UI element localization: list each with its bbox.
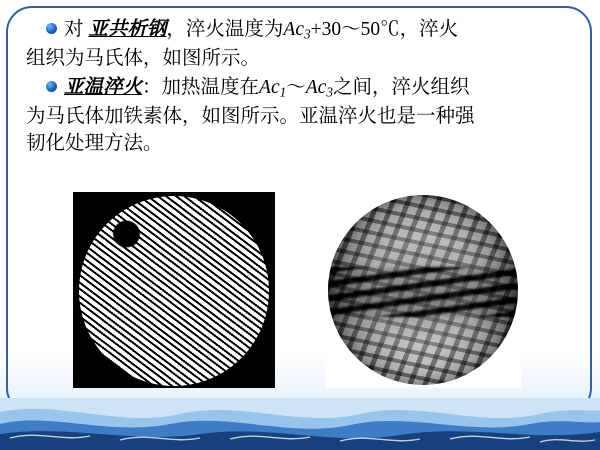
p2-seg-7: 之间，淬火组织 <box>332 77 470 99</box>
p2-line2: 为马氏体加铁素体，如图所示。亚温淬火也是一种强 <box>26 105 475 127</box>
p1-seg-5: +30～50℃，淬火 <box>310 19 459 40</box>
paragraph-2 <box>26 74 574 158</box>
p1-term-subeutectoid-steel: 亚共析钢 <box>88 19 167 40</box>
p2-seg-4: ～ <box>286 77 306 99</box>
figure-5 <box>73 192 275 419</box>
p1-var-ac-sub: 3 <box>304 26 311 42</box>
p2-line3: 韧化处理方法。 <box>26 133 163 155</box>
p2-term-intercritical-quenching: 亚温淬火 <box>64 77 143 99</box>
p2-var-ac1: Ac <box>259 77 280 99</box>
p2-var-ac3-sub: 3 <box>326 84 333 100</box>
figure-6 <box>325 192 521 419</box>
bullet-icon <box>46 81 57 92</box>
micrograph-disc <box>79 196 269 386</box>
p1-seg-0: 对 <box>64 19 89 40</box>
p2-seg-1: ：加热温度在 <box>142 77 260 99</box>
figures-row <box>0 192 600 402</box>
paragraph-1 <box>26 16 574 72</box>
p1-seg-2: ，淬火温度为 <box>166 19 284 40</box>
p1-line2: 组织为马氏体，如图所示。 <box>26 47 261 69</box>
p1-var-ac: Ac <box>283 19 304 40</box>
micrograph-martensite-image <box>73 192 275 388</box>
p2-var-ac1-sub: 1 <box>279 84 287 100</box>
micrograph-martensite-ferrite-image <box>325 192 521 388</box>
decorative-wave-band <box>0 398 600 450</box>
p2-var-ac3: Ac <box>305 77 327 99</box>
slide-text-block <box>26 16 574 160</box>
micrograph-disc <box>328 195 518 385</box>
bullet-icon <box>46 23 57 34</box>
